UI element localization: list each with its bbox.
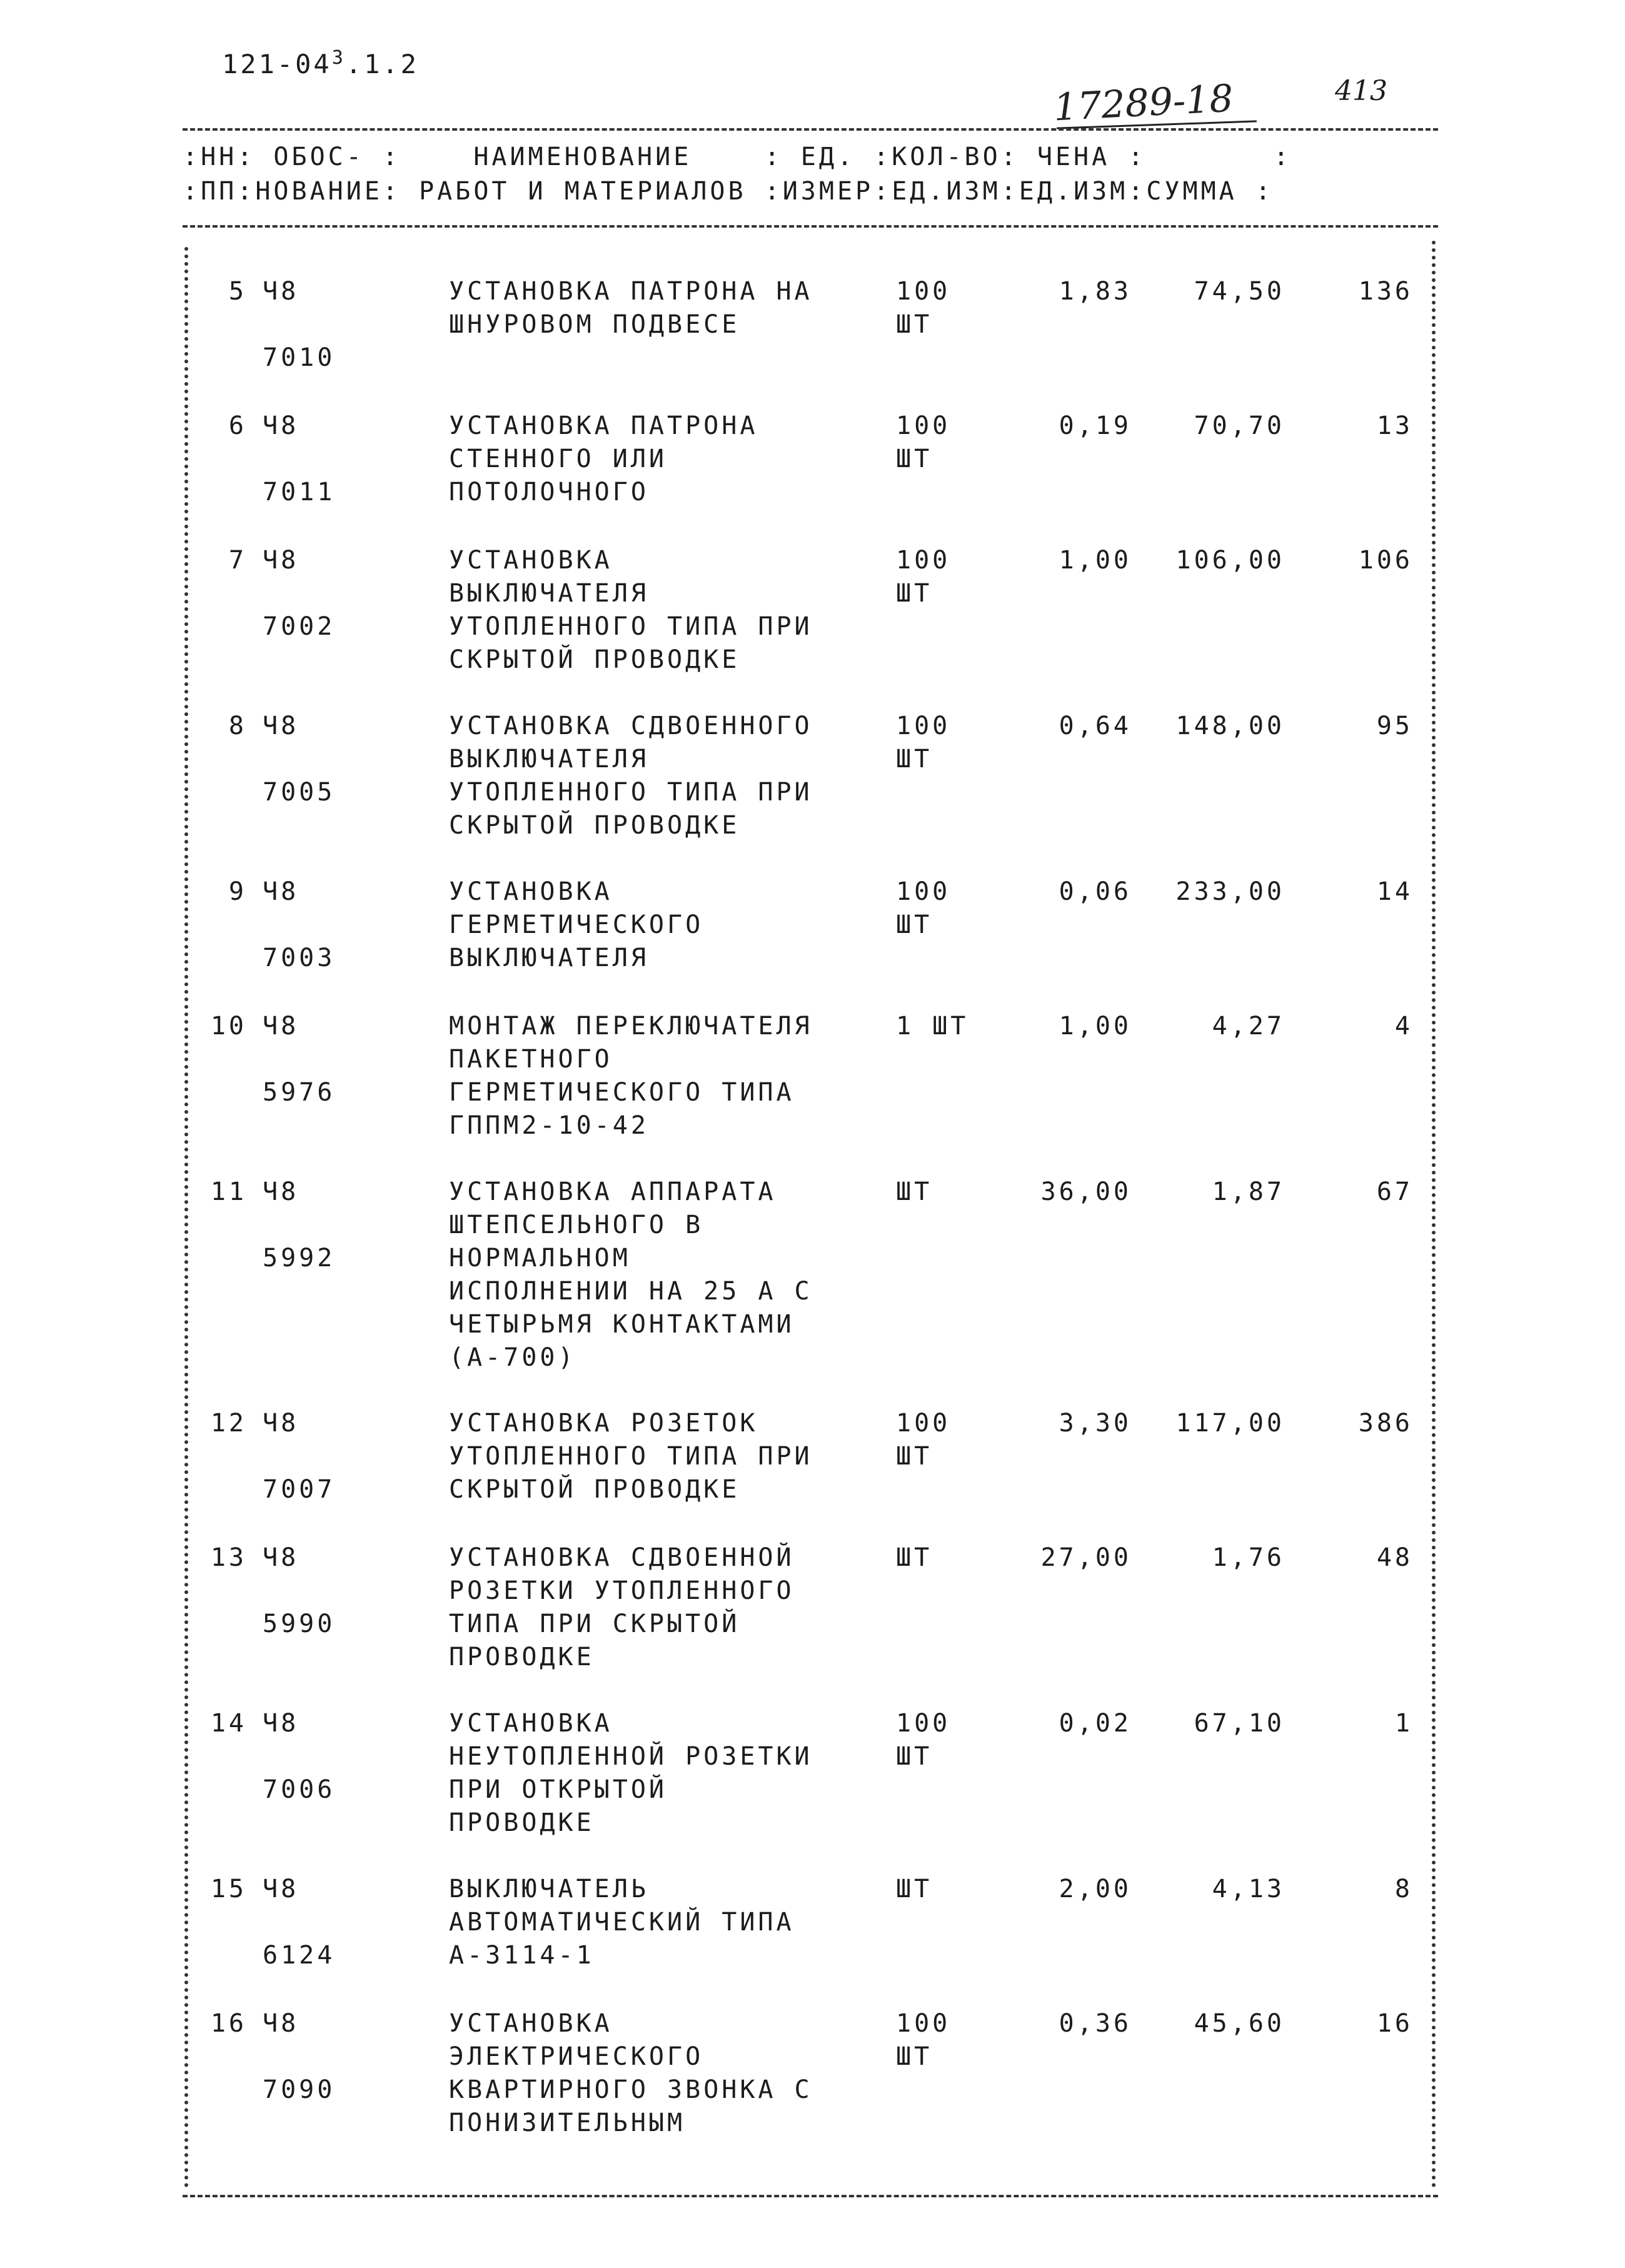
- item-code: 7006: [263, 1775, 336, 1804]
- quantity: 0,64: [1059, 712, 1132, 740]
- item-code: 5976: [263, 1078, 336, 1107]
- item-name-line: МОНТАЖ ПЕРЕКЛЮЧАТЕЛЯ: [449, 1012, 813, 1041]
- item-name-line: ПАКЕТНОГО: [449, 1045, 613, 1074]
- item-name-line: ГЕРМЕТИЧЕСКОГО ТИПА: [449, 1078, 795, 1107]
- unit-price: 1,76: [1212, 1543, 1285, 1572]
- basis-code: Ч8: [263, 877, 299, 906]
- item-name-line: УСТАНОВКА СДВОЕННОГО: [449, 712, 813, 740]
- quantity: 0,06: [1059, 877, 1132, 906]
- quantity: 3,30: [1059, 1409, 1132, 1438]
- item-name-line: ИСПОЛНЕНИИ НА 25 А С: [449, 1277, 813, 1306]
- item-name-line: ПОНИЗИТЕЛЬНЫМ: [449, 2109, 686, 2137]
- item-code: 6124: [263, 1941, 336, 1970]
- basis-code: Ч8: [263, 1709, 299, 1738]
- row-number: 13: [210, 1543, 247, 1572]
- item-name-line: ВЫКЛЮЧАТЕЛЬ: [449, 1875, 649, 1903]
- item-name-line: ЧЕТЫРЬМЯ КОНТАКТАМИ: [449, 1310, 795, 1339]
- table-top-border: [183, 128, 1438, 131]
- page-number: 413: [1335, 75, 1387, 107]
- item-name-line: ПРОВОДКЕ: [449, 1808, 595, 1837]
- item-name-line: УСТАНОВКА: [449, 2009, 613, 2038]
- sum: 95: [1376, 712, 1413, 740]
- item-name-line: СКРЫТОЙ ПРОВОДКЕ: [449, 645, 740, 674]
- item-code: 7002: [263, 612, 336, 641]
- unit-price: 74,50: [1194, 277, 1285, 306]
- sum: 48: [1376, 1543, 1413, 1572]
- unit-of-measure: ШТ: [896, 1875, 933, 1903]
- unit-price: 233,00: [1175, 877, 1285, 906]
- basis-code: Ч8: [263, 546, 299, 575]
- unit-price: 1,87: [1212, 1177, 1285, 1206]
- item-name-line: УТОПЛЕННОГО ТИПА ПРИ: [449, 778, 813, 807]
- item-name-line: УТОПЛЕННОГО ТИПА ПРИ: [449, 612, 813, 641]
- quantity: 36,00: [1040, 1177, 1132, 1206]
- item-name-line: ПРОВОДКЕ: [449, 1643, 595, 1671]
- quantity: 1,00: [1059, 1012, 1132, 1041]
- unit-of-measure: 100: [896, 411, 951, 440]
- table-bottom-border: [183, 2195, 1438, 2197]
- unit-of-measure: ШТ: [896, 1543, 933, 1572]
- item-name-line: РОЗЕТКИ УТОПЛЕННОГО: [449, 1576, 795, 1605]
- item-name-line: УСТАНОВКА: [449, 877, 613, 906]
- item-name-line: УСТАНОВКА: [449, 1709, 613, 1738]
- unit-price: 148,00: [1175, 712, 1285, 740]
- item-code: 7011: [263, 478, 336, 507]
- item-name-line: УСТАНОВКА ПАТРОНА: [449, 411, 758, 440]
- item-name-line: ВЫКЛЮЧАТЕЛЯ: [449, 745, 649, 774]
- item-name-line: ШТЕПСЕЛЬНОГО В: [449, 1211, 704, 1239]
- item-name-line: СКРЫТОЙ ПРОВОДКЕ: [449, 1475, 740, 1504]
- unit-of-measure: ШТ: [896, 910, 933, 939]
- item-code: 7090: [263, 2075, 336, 2104]
- row-number: 16: [210, 2009, 247, 2038]
- unit-of-measure: 100: [896, 2009, 951, 2038]
- basis-code: Ч8: [263, 2009, 299, 2038]
- quantity: 0,19: [1059, 411, 1132, 440]
- row-number: 9: [228, 877, 247, 906]
- row-number: 11: [210, 1177, 247, 1206]
- basis-code: Ч8: [263, 1875, 299, 1903]
- row-number: 5: [228, 277, 247, 306]
- item-name-line: СТЕННОГО ИЛИ: [449, 445, 667, 473]
- sum: 386: [1358, 1409, 1413, 1438]
- unit-of-measure: 1 ШТ: [896, 1012, 969, 1041]
- item-name-line: ТИПА ПРИ СКРЫТОЙ: [449, 1610, 740, 1638]
- unit-of-measure: 100: [896, 877, 951, 906]
- basis-code: Ч8: [263, 411, 299, 440]
- unit-price: 4,27: [1212, 1012, 1285, 1041]
- unit-of-measure: 100: [896, 546, 951, 575]
- item-name-line: СКРЫТОЙ ПРОВОДКЕ: [449, 811, 740, 840]
- quantity: 2,00: [1059, 1875, 1132, 1903]
- handwritten-number: 17289-18: [1052, 76, 1235, 130]
- item-name-line: УТОПЛЕННОГО ТИПА ПРИ: [449, 1442, 813, 1471]
- unit-price: 4,13: [1212, 1875, 1285, 1903]
- sum: 1: [1394, 1709, 1413, 1738]
- sum: 4: [1394, 1012, 1413, 1041]
- table-header-border: [183, 225, 1438, 228]
- item-name-line: УСТАНОВКА АППАРАТА: [449, 1177, 777, 1206]
- sum: 13: [1376, 411, 1413, 440]
- unit-of-measure: 100: [896, 712, 951, 740]
- item-name-line: КВАРТИРНОГО ЗВОНКА С: [449, 2075, 813, 2104]
- unit-of-measure: 100: [896, 1409, 951, 1438]
- row-number: 6: [228, 411, 247, 440]
- sum: 16: [1376, 2009, 1413, 2038]
- quantity: 0,36: [1059, 2009, 1132, 2038]
- unit-price: 106,00: [1175, 546, 1285, 575]
- basis-code: Ч8: [263, 1409, 299, 1438]
- unit-of-measure: 100: [896, 277, 951, 306]
- item-name-line: УСТАНОВКА СДВОЕННОЙ: [449, 1543, 795, 1572]
- unit-of-measure: ШТ: [896, 445, 933, 473]
- item-name-line: ГЕРМЕТИЧЕСКОГО: [449, 910, 704, 939]
- item-name-line: УСТАНОВКА РОЗЕТОК: [449, 1409, 758, 1438]
- item-name-line: (А-700): [449, 1343, 576, 1372]
- unit-price: 117,00: [1175, 1409, 1285, 1438]
- item-name-line: ЭЛЕКТРИЧЕСКОГО: [449, 2042, 704, 2071]
- row-number: 12: [210, 1409, 247, 1438]
- table-header-line-2: :ПП:НОВАНИЕ: РАБОТ И МАТЕРИАЛОВ :ИЗМЕР:ЕД.ИЗМ:ЕД.ИЗМ:СУММА :: [183, 177, 1274, 206]
- unit-of-measure: ШТ: [896, 579, 933, 608]
- table-right-border: [1432, 241, 1436, 2189]
- item-name-line: ВЫКЛЮЧАТЕЛЯ: [449, 944, 649, 972]
- row-number: 14: [210, 1709, 247, 1738]
- item-code: 7003: [263, 944, 336, 972]
- item-code: 7007: [263, 1475, 336, 1504]
- quantity: 0,02: [1059, 1709, 1132, 1738]
- quantity: 1,83: [1059, 277, 1132, 306]
- item-name-line: АВТОМАТИЧЕСКИЙ ТИПА: [449, 1908, 795, 1937]
- unit-of-measure: ШТ: [896, 1177, 933, 1206]
- item-code: 7010: [263, 343, 336, 372]
- row-number: 8: [228, 712, 247, 740]
- item-name-line: УСТАНОВКА: [449, 546, 613, 575]
- sum: 14: [1376, 877, 1413, 906]
- unit-price: 67,10: [1194, 1709, 1285, 1738]
- item-name-line: А-3114-1: [449, 1941, 595, 1970]
- item-code: 5990: [263, 1610, 336, 1638]
- item-name-line: НЕУТОПЛЕННОЙ РОЗЕТКИ: [449, 1742, 813, 1771]
- row-number: 15: [210, 1875, 247, 1903]
- quantity: 27,00: [1040, 1543, 1132, 1572]
- quantity: 1,00: [1059, 546, 1132, 575]
- unit-of-measure: ШТ: [896, 1442, 933, 1471]
- unit-of-measure: 100: [896, 1709, 951, 1738]
- table-header-line-1: :НН: ОБОС- : НАИМЕНОВАНИЕ : ЕД. :КОЛ-ВО: ЧЕНА : :: [183, 143, 1292, 171]
- item-name-line: ГППМ2-10-42: [449, 1111, 649, 1140]
- row-number: 7: [228, 546, 247, 575]
- basis-code: Ч8: [263, 712, 299, 740]
- item-code: 5992: [263, 1244, 336, 1273]
- unit-of-measure: ШТ: [896, 1742, 933, 1771]
- item-name-line: ВЫКЛЮЧАТЕЛЯ: [449, 579, 649, 608]
- basis-code: Ч8: [263, 1543, 299, 1572]
- unit-of-measure: ШТ: [896, 745, 933, 774]
- item-name-line: ШНУРОВОМ ПОДВЕСЕ: [449, 310, 740, 339]
- basis-code: Ч8: [263, 1177, 299, 1206]
- sum: 136: [1358, 277, 1413, 306]
- unit-of-measure: ШТ: [896, 310, 933, 339]
- unit-price: 70,70: [1194, 411, 1285, 440]
- item-name-line: ПРИ ОТКРЫТОЙ: [449, 1775, 667, 1804]
- item-code: 7005: [263, 778, 336, 807]
- basis-code: Ч8: [263, 277, 299, 306]
- table-left-border: [184, 247, 188, 2189]
- basis-code: Ч8: [263, 1012, 299, 1041]
- unit-price: 45,60: [1194, 2009, 1285, 2038]
- unit-of-measure: ШТ: [896, 2042, 933, 2071]
- item-name-line: НОРМАЛЬНОМ: [449, 1244, 631, 1273]
- item-name-line: УСТАНОВКА ПАТРОНА НА: [449, 277, 813, 306]
- sum: 67: [1376, 1177, 1413, 1206]
- row-number: 10: [210, 1012, 247, 1041]
- item-name-line: ПОТОЛОЧНОГО: [449, 478, 649, 507]
- sum: 106: [1358, 546, 1413, 575]
- sum: 8: [1394, 1875, 1413, 1903]
- document-code: $121-04^3.1.2$: [222, 47, 419, 79]
